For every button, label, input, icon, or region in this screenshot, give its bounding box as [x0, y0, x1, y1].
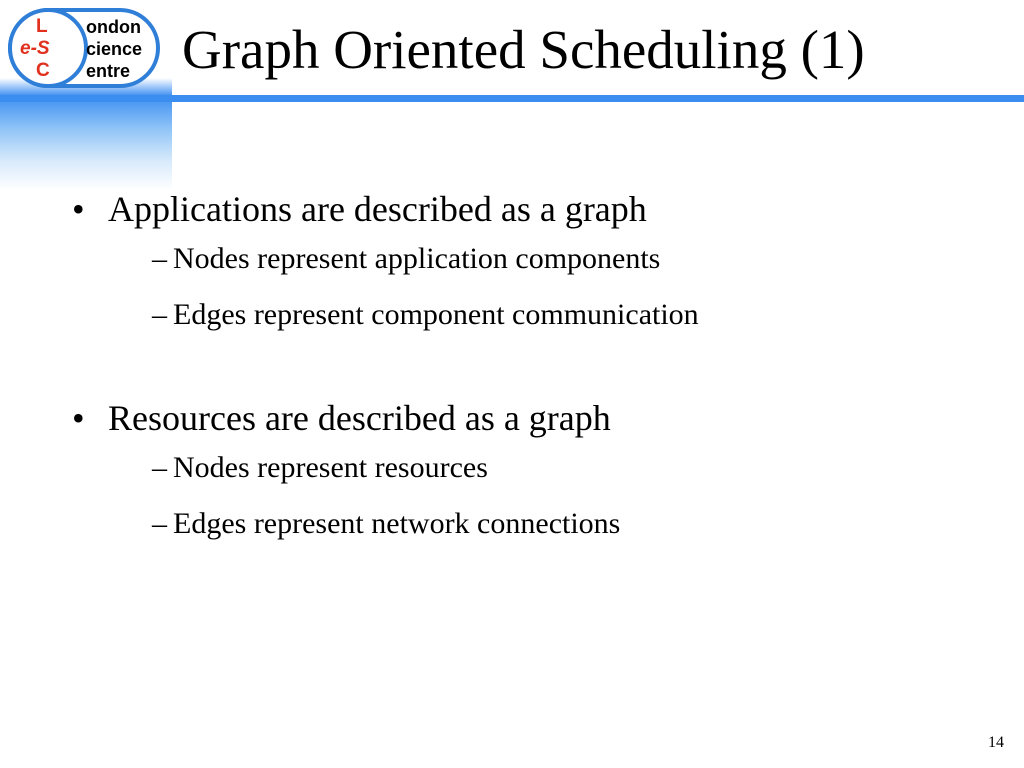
slide-title: Graph Oriented Scheduling (1) [182, 19, 865, 80]
sub-bullet-dash: – [152, 242, 167, 276]
logo-letter-l: L [36, 16, 48, 37]
bullet-item [70, 188, 970, 231]
sub-bullet-text: Nodes represent application components [173, 242, 661, 276]
bullet-text: Applications are described as a graph [108, 189, 647, 229]
london-escience-centre-logo [8, 8, 160, 88]
bullet-dot: • [72, 398, 85, 439]
bullet-item [70, 397, 970, 440]
bullet-block [70, 188, 970, 333]
logo-letter-c: C [36, 60, 50, 81]
logo-word-entre: entre [86, 61, 131, 81]
slide-content [70, 188, 970, 606]
sub-bullet-text: Nodes represent resources [173, 451, 488, 485]
logo-word-cience: cience [86, 39, 143, 59]
bullet-text: Resources are described as a graph [108, 398, 611, 439]
bullet-block [70, 397, 970, 542]
logo-letter-es: e-S [20, 38, 50, 59]
sub-bullet-text: Edges represent network connections [173, 507, 621, 541]
header-divider [0, 95, 1024, 102]
page-number: 14 [988, 734, 1004, 751]
sub-bullet-item [70, 241, 970, 277]
sub-bullet-dash: – [152, 298, 167, 332]
logo-word-ondon: ondon [86, 17, 141, 37]
bullet-dot: • [72, 189, 85, 229]
sub-bullet-text: Edges represent component communication [173, 298, 699, 332]
sub-bullet-dash: – [152, 507, 167, 541]
sub-bullet-item [70, 450, 970, 486]
sub-bullet-item [70, 297, 970, 333]
sub-bullet-dash: – [152, 451, 167, 485]
sub-bullet-item [70, 506, 970, 542]
